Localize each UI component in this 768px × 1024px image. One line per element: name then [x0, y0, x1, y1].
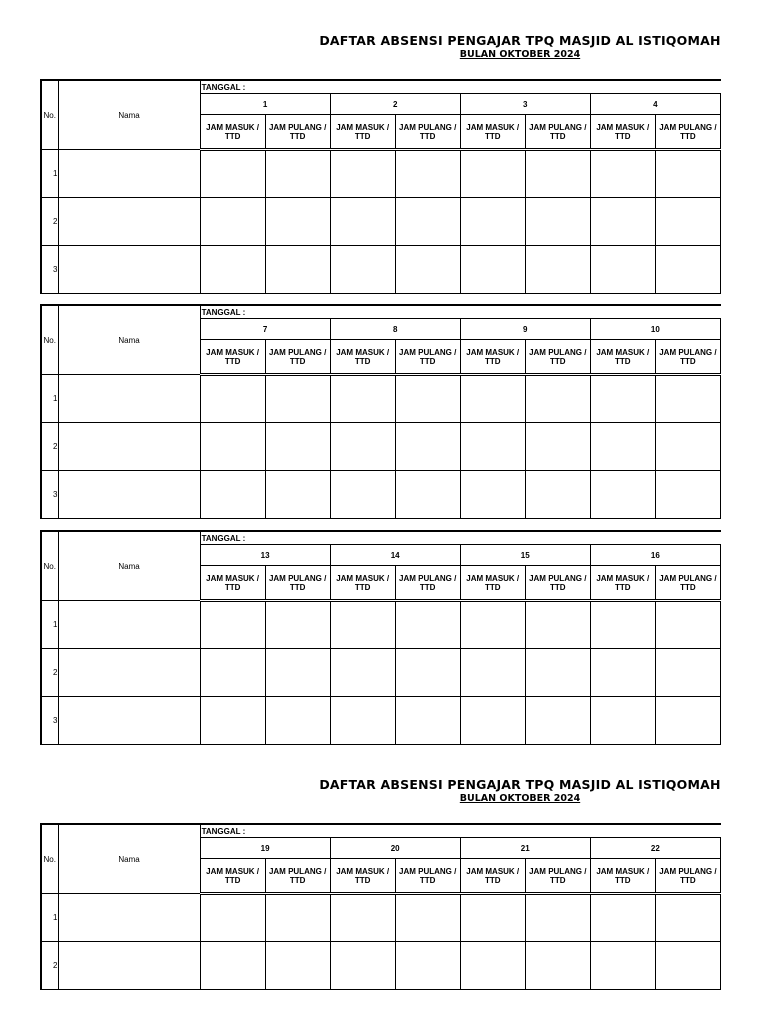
jam-pulang-cell[interactable]: [265, 423, 330, 471]
jam-masuk-header: JAM MASUK / TTD: [330, 115, 395, 150]
page-title-2: DAFTAR ABSENSI PENGAJAR TPQ MASJID AL ISTIQOMAH: [319, 777, 721, 792]
name-cell[interactable]: [58, 942, 200, 990]
jam-pulang-header: JAM PULANG / TTD: [525, 566, 590, 601]
jam-masuk-cell[interactable]: [330, 942, 395, 990]
table-row: [41, 601, 721, 649]
jam-masuk-header: JAM MASUK / TTD: [200, 566, 265, 601]
jam-pulang-cell[interactable]: [395, 601, 460, 649]
jam-pulang-cell[interactable]: [265, 649, 330, 697]
table-row: [41, 697, 721, 745]
jam-masuk-header: JAM MASUK / TTD: [200, 859, 265, 894]
day-number: 7: [200, 319, 330, 340]
table-row: [41, 375, 721, 423]
jam-masuk-cell[interactable]: [200, 471, 265, 519]
page-subtitle-1: [300, 49, 740, 60]
jam-pulang-header: JAM PULANG / TTD: [655, 115, 720, 150]
jam-pulang-cell[interactable]: [265, 198, 330, 246]
jam-masuk-header: JAM MASUK / TTD: [590, 566, 655, 601]
jam-pulang-cell[interactable]: [265, 601, 330, 649]
jam-pulang-header: JAM PULANG / TTD: [525, 115, 590, 150]
table-row: [41, 423, 721, 471]
jam-masuk-cell[interactable]: [200, 942, 265, 990]
jam-pulang-cell[interactable]: [655, 601, 720, 649]
day-number: 15: [460, 545, 590, 566]
jam-masuk-cell[interactable]: [590, 894, 655, 942]
jam-masuk-cell[interactable]: [330, 697, 395, 745]
jam-pulang-cell[interactable]: [395, 423, 460, 471]
jam-pulang-cell[interactable]: [265, 894, 330, 942]
name-cell[interactable]: [58, 471, 200, 519]
day-number: 9: [460, 319, 590, 340]
jam-masuk-cell[interactable]: [460, 697, 525, 745]
jam-pulang-cell[interactable]: [395, 150, 460, 198]
jam-masuk-cell[interactable]: [590, 150, 655, 198]
jam-masuk-header: JAM MASUK / TTD: [460, 859, 525, 894]
tanggal-label: TANGGAL :: [200, 531, 720, 545]
jam-pulang-cell[interactable]: [265, 942, 330, 990]
jam-pulang-cell[interactable]: [525, 423, 590, 471]
jam-masuk-header: JAM MASUK / TTD: [200, 340, 265, 375]
day-number: 4: [590, 94, 720, 115]
jam-pulang-cell[interactable]: [525, 697, 590, 745]
jam-pulang-cell[interactable]: [655, 471, 720, 519]
jam-masuk-header: JAM MASUK / TTD: [590, 859, 655, 894]
jam-masuk-cell[interactable]: [200, 601, 265, 649]
jam-pulang-header: JAM PULANG / TTD: [395, 859, 460, 894]
jam-masuk-cell[interactable]: [590, 942, 655, 990]
jam-masuk-cell[interactable]: [200, 198, 265, 246]
attendance-table: [40, 304, 721, 519]
jam-pulang-cell[interactable]: [525, 198, 590, 246]
attendance-table: [40, 79, 721, 294]
jam-pulang-cell[interactable]: [655, 375, 720, 423]
jam-pulang-header: JAM PULANG / TTD: [265, 115, 330, 150]
name-cell[interactable]: [58, 150, 200, 198]
jam-masuk-header: JAM MASUK / TTD: [460, 340, 525, 375]
month-label: BULAN OKTOBER 2024: [459, 49, 581, 60]
jam-pulang-cell[interactable]: [395, 198, 460, 246]
jam-pulang-cell[interactable]: [265, 246, 330, 294]
jam-pulang-cell[interactable]: [525, 894, 590, 942]
jam-masuk-cell[interactable]: [460, 198, 525, 246]
row-number: 3: [41, 471, 58, 519]
no-header: No.: [41, 80, 58, 150]
jam-pulang-header: JAM PULANG / TTD: [395, 340, 460, 375]
jam-pulang-header: JAM PULANG / TTD: [395, 566, 460, 601]
page-subtitle-2: [300, 793, 740, 804]
day-number: 16: [590, 545, 720, 566]
jam-pulang-cell[interactable]: [655, 894, 720, 942]
jam-pulang-cell[interactable]: [655, 150, 720, 198]
day-number: 2: [330, 94, 460, 115]
attendance-table: [40, 823, 721, 990]
jam-masuk-header: JAM MASUK / TTD: [200, 115, 265, 150]
jam-masuk-cell[interactable]: [330, 246, 395, 294]
name-cell[interactable]: [58, 601, 200, 649]
jam-masuk-cell[interactable]: [200, 375, 265, 423]
attendance-table: [40, 530, 721, 745]
jam-masuk-cell[interactable]: [460, 942, 525, 990]
jam-masuk-cell[interactable]: [200, 150, 265, 198]
table-row: [41, 649, 721, 697]
jam-pulang-cell[interactable]: [395, 697, 460, 745]
jam-masuk-header: JAM MASUK / TTD: [590, 340, 655, 375]
jam-pulang-cell[interactable]: [265, 150, 330, 198]
jam-masuk-cell[interactable]: [330, 601, 395, 649]
jam-pulang-header: JAM PULANG / TTD: [655, 859, 720, 894]
jam-masuk-cell[interactable]: [460, 601, 525, 649]
jam-pulang-cell[interactable]: [525, 942, 590, 990]
jam-pulang-cell[interactable]: [525, 150, 590, 198]
day-number: 14: [330, 545, 460, 566]
jam-masuk-cell[interactable]: [590, 423, 655, 471]
jam-masuk-cell[interactable]: [330, 150, 395, 198]
name-cell[interactable]: [58, 649, 200, 697]
day-number: 8: [330, 319, 460, 340]
nama-header: Nama: [58, 824, 200, 894]
jam-masuk-cell[interactable]: [330, 471, 395, 519]
jam-pulang-cell[interactable]: [395, 246, 460, 294]
name-cell[interactable]: [58, 894, 200, 942]
jam-masuk-cell[interactable]: [460, 649, 525, 697]
jam-masuk-cell[interactable]: [330, 649, 395, 697]
jam-masuk-cell[interactable]: [330, 894, 395, 942]
jam-pulang-cell[interactable]: [265, 697, 330, 745]
row-number: 2: [41, 198, 58, 246]
day-number: 21: [460, 838, 590, 859]
jam-masuk-cell[interactable]: [330, 375, 395, 423]
day-number: 19: [200, 838, 330, 859]
jam-pulang-cell[interactable]: [395, 471, 460, 519]
tanggal-label: TANGGAL :: [200, 824, 720, 838]
no-header: No.: [41, 824, 58, 894]
jam-masuk-cell[interactable]: [590, 697, 655, 745]
jam-pulang-cell[interactable]: [655, 198, 720, 246]
jam-masuk-cell[interactable]: [200, 649, 265, 697]
jam-pulang-cell[interactable]: [655, 423, 720, 471]
jam-pulang-cell[interactable]: [655, 697, 720, 745]
jam-masuk-header: JAM MASUK / TTD: [330, 566, 395, 601]
jam-masuk-cell[interactable]: [590, 198, 655, 246]
row-number: 2: [41, 423, 58, 471]
jam-pulang-cell[interactable]: [265, 471, 330, 519]
jam-pulang-header: JAM PULANG / TTD: [655, 340, 720, 375]
jam-pulang-cell[interactable]: [395, 649, 460, 697]
tanggal-label: TANGGAL :: [200, 80, 720, 94]
jam-masuk-cell[interactable]: [460, 246, 525, 294]
jam-masuk-cell[interactable]: [200, 894, 265, 942]
jam-pulang-header: JAM PULANG / TTD: [265, 340, 330, 375]
row-number: 2: [41, 942, 58, 990]
no-header: No.: [41, 305, 58, 375]
jam-masuk-cell[interactable]: [200, 697, 265, 745]
table-row: [41, 894, 721, 942]
jam-pulang-cell[interactable]: [525, 649, 590, 697]
jam-masuk-cell[interactable]: [460, 423, 525, 471]
day-number: 10: [590, 319, 720, 340]
jam-pulang-cell[interactable]: [525, 246, 590, 294]
jam-masuk-cell[interactable]: [200, 423, 265, 471]
jam-pulang-header: JAM PULANG / TTD: [655, 566, 720, 601]
jam-pulang-cell[interactable]: [265, 375, 330, 423]
row-number: 1: [41, 601, 58, 649]
jam-pulang-cell[interactable]: [395, 894, 460, 942]
jam-masuk-header: JAM MASUK / TTD: [590, 115, 655, 150]
jam-masuk-cell[interactable]: [460, 150, 525, 198]
day-number: 3: [460, 94, 590, 115]
jam-masuk-cell[interactable]: [460, 894, 525, 942]
nama-header: Nama: [58, 80, 200, 150]
tanggal-label: TANGGAL :: [200, 305, 720, 319]
jam-pulang-header: JAM PULANG / TTD: [395, 115, 460, 150]
jam-pulang-cell[interactable]: [655, 246, 720, 294]
jam-masuk-cell[interactable]: [590, 471, 655, 519]
page-title-1: DAFTAR ABSENSI PENGAJAR TPQ MASJID AL ISTIQOMAH: [319, 33, 721, 48]
jam-pulang-cell[interactable]: [655, 942, 720, 990]
name-cell[interactable]: [58, 375, 200, 423]
jam-pulang-cell[interactable]: [525, 601, 590, 649]
row-number: 3: [41, 246, 58, 294]
jam-masuk-header: JAM MASUK / TTD: [460, 115, 525, 150]
jam-masuk-cell[interactable]: [460, 375, 525, 423]
day-number: 13: [200, 545, 330, 566]
nama-header: Nama: [58, 531, 200, 601]
table-row: [41, 150, 721, 198]
jam-masuk-header: JAM MASUK / TTD: [460, 566, 525, 601]
jam-masuk-cell[interactable]: [200, 246, 265, 294]
month-label: BULAN OKTOBER 2024: [459, 793, 581, 804]
row-number: 1: [41, 150, 58, 198]
day-number: 1: [200, 94, 330, 115]
nama-header: Nama: [58, 305, 200, 375]
table-row: [41, 246, 721, 294]
jam-pulang-cell[interactable]: [525, 471, 590, 519]
jam-pulang-header: JAM PULANG / TTD: [265, 859, 330, 894]
jam-pulang-header: JAM PULANG / TTD: [265, 566, 330, 601]
name-cell[interactable]: [58, 246, 200, 294]
no-header: No.: [41, 531, 58, 601]
jam-pulang-cell[interactable]: [525, 375, 590, 423]
jam-masuk-cell[interactable]: [590, 375, 655, 423]
table-row: [41, 471, 721, 519]
row-number: 2: [41, 649, 58, 697]
day-number: 20: [330, 838, 460, 859]
jam-pulang-cell[interactable]: [395, 942, 460, 990]
jam-masuk-header: JAM MASUK / TTD: [330, 340, 395, 375]
jam-masuk-cell[interactable]: [330, 198, 395, 246]
jam-pulang-cell[interactable]: [655, 649, 720, 697]
row-number: 1: [41, 894, 58, 942]
name-cell[interactable]: [58, 423, 200, 471]
jam-masuk-cell[interactable]: [330, 423, 395, 471]
row-number: 3: [41, 697, 58, 745]
jam-masuk-cell[interactable]: [590, 649, 655, 697]
jam-pulang-cell[interactable]: [395, 375, 460, 423]
day-number: 22: [590, 838, 720, 859]
name-cell[interactable]: [58, 697, 200, 745]
row-number: 1: [41, 375, 58, 423]
table-row: [41, 942, 721, 990]
jam-pulang-header: JAM PULANG / TTD: [525, 340, 590, 375]
jam-masuk-cell[interactable]: [590, 246, 655, 294]
jam-pulang-header: JAM PULANG / TTD: [525, 859, 590, 894]
name-cell[interactable]: [58, 198, 200, 246]
jam-masuk-header: JAM MASUK / TTD: [330, 859, 395, 894]
jam-masuk-cell[interactable]: [460, 471, 525, 519]
jam-masuk-cell[interactable]: [590, 601, 655, 649]
table-row: [41, 198, 721, 246]
